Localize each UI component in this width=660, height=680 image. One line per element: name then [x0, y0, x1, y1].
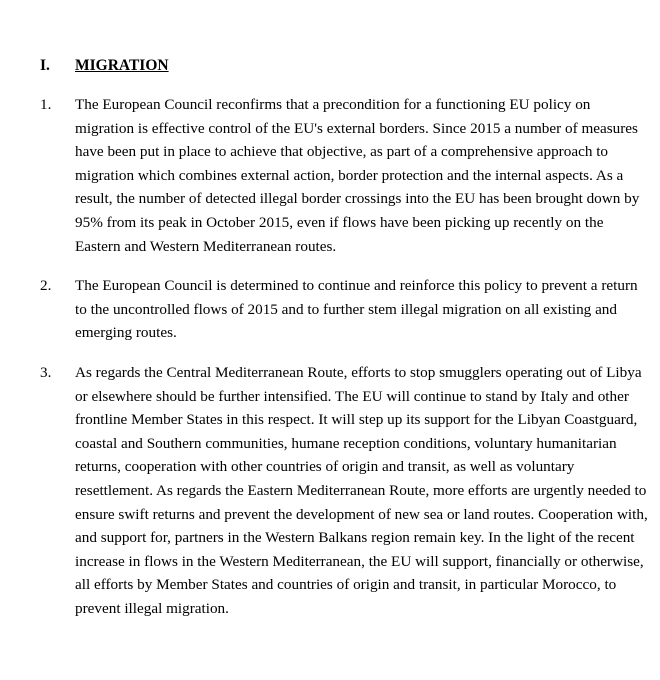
- text-line: to the uncontrolled flows of 2015 and to further stem illegal migration on all existing and: [75, 300, 617, 318]
- paragraph-number: 3.: [40, 364, 52, 381]
- text-line: result, the number of detected illegal border crossings into the EU has been brought down by: [75, 190, 640, 208]
- text-line: prevent illegal migration.: [75, 599, 229, 617]
- text-line: emerging routes.: [75, 324, 177, 342]
- text-line: all efforts by Member States and countries of origin and transit, in particular Morocco, to: [75, 576, 617, 594]
- text-line: The European Council reconfirms that a precondition for a functioning EU policy on: [75, 96, 591, 113]
- text-line: resettlement. As regards the Eastern Mediterranean Route, more efforts are urgently needed to: [75, 481, 647, 499]
- text-line: As regards the Central Mediterranean Route, efforts to stop smugglers operating out of Libya: [75, 364, 642, 381]
- text-line: 95% from its peak in October 2015, even if flows have been picking up recently on the: [75, 213, 604, 231]
- text-line: migration which combines external action, border protection and the internal aspects. As a: [75, 166, 624, 184]
- text-line: coastal and Southern communities, humane reception conditions, voluntary humanitarian: [75, 434, 617, 452]
- text-line: ensure swift returns and prevent the development of new sea or land routes. Cooperation with,: [75, 505, 648, 523]
- text-line: The European Council is determined to continue and reinforce this policy to prevent a return: [75, 277, 638, 294]
- text-line: migration is effective control of the EU's external borders. Since 2015 a number of measures: [75, 119, 638, 137]
- section-number: I.: [40, 57, 50, 74]
- text-line: frontline Member States in this respect. It will step up its support for the Libyan Coastguard,: [75, 411, 638, 429]
- paragraph-text: [75, 361, 660, 621]
- paragraph-text: [75, 274, 660, 345]
- paragraph-number: 2.: [40, 277, 52, 294]
- text-line: increase in flows in the Western Mediterranean, the EU will support, financially or otherwise,: [75, 552, 644, 570]
- text-line: or elsewhere should be further intensified. The EU will continue to stand by Italy and other: [75, 387, 629, 405]
- text-line: returns, cooperation with other countries of origin and transit, as well as voluntary: [75, 458, 575, 476]
- text-line: and support for, partners in the Western Balkans region remain key. In the light of the recent: [75, 529, 635, 547]
- text-line: Eastern and Western Mediterranean routes.: [75, 237, 337, 255]
- paragraph-text: [75, 93, 660, 258]
- paragraph-number: 1.: [40, 96, 52, 113]
- text-line: have been put in place to achieve that objective, as part of a comprehensive approach to: [75, 143, 609, 161]
- section-title: MIGRATION: [75, 57, 169, 74]
